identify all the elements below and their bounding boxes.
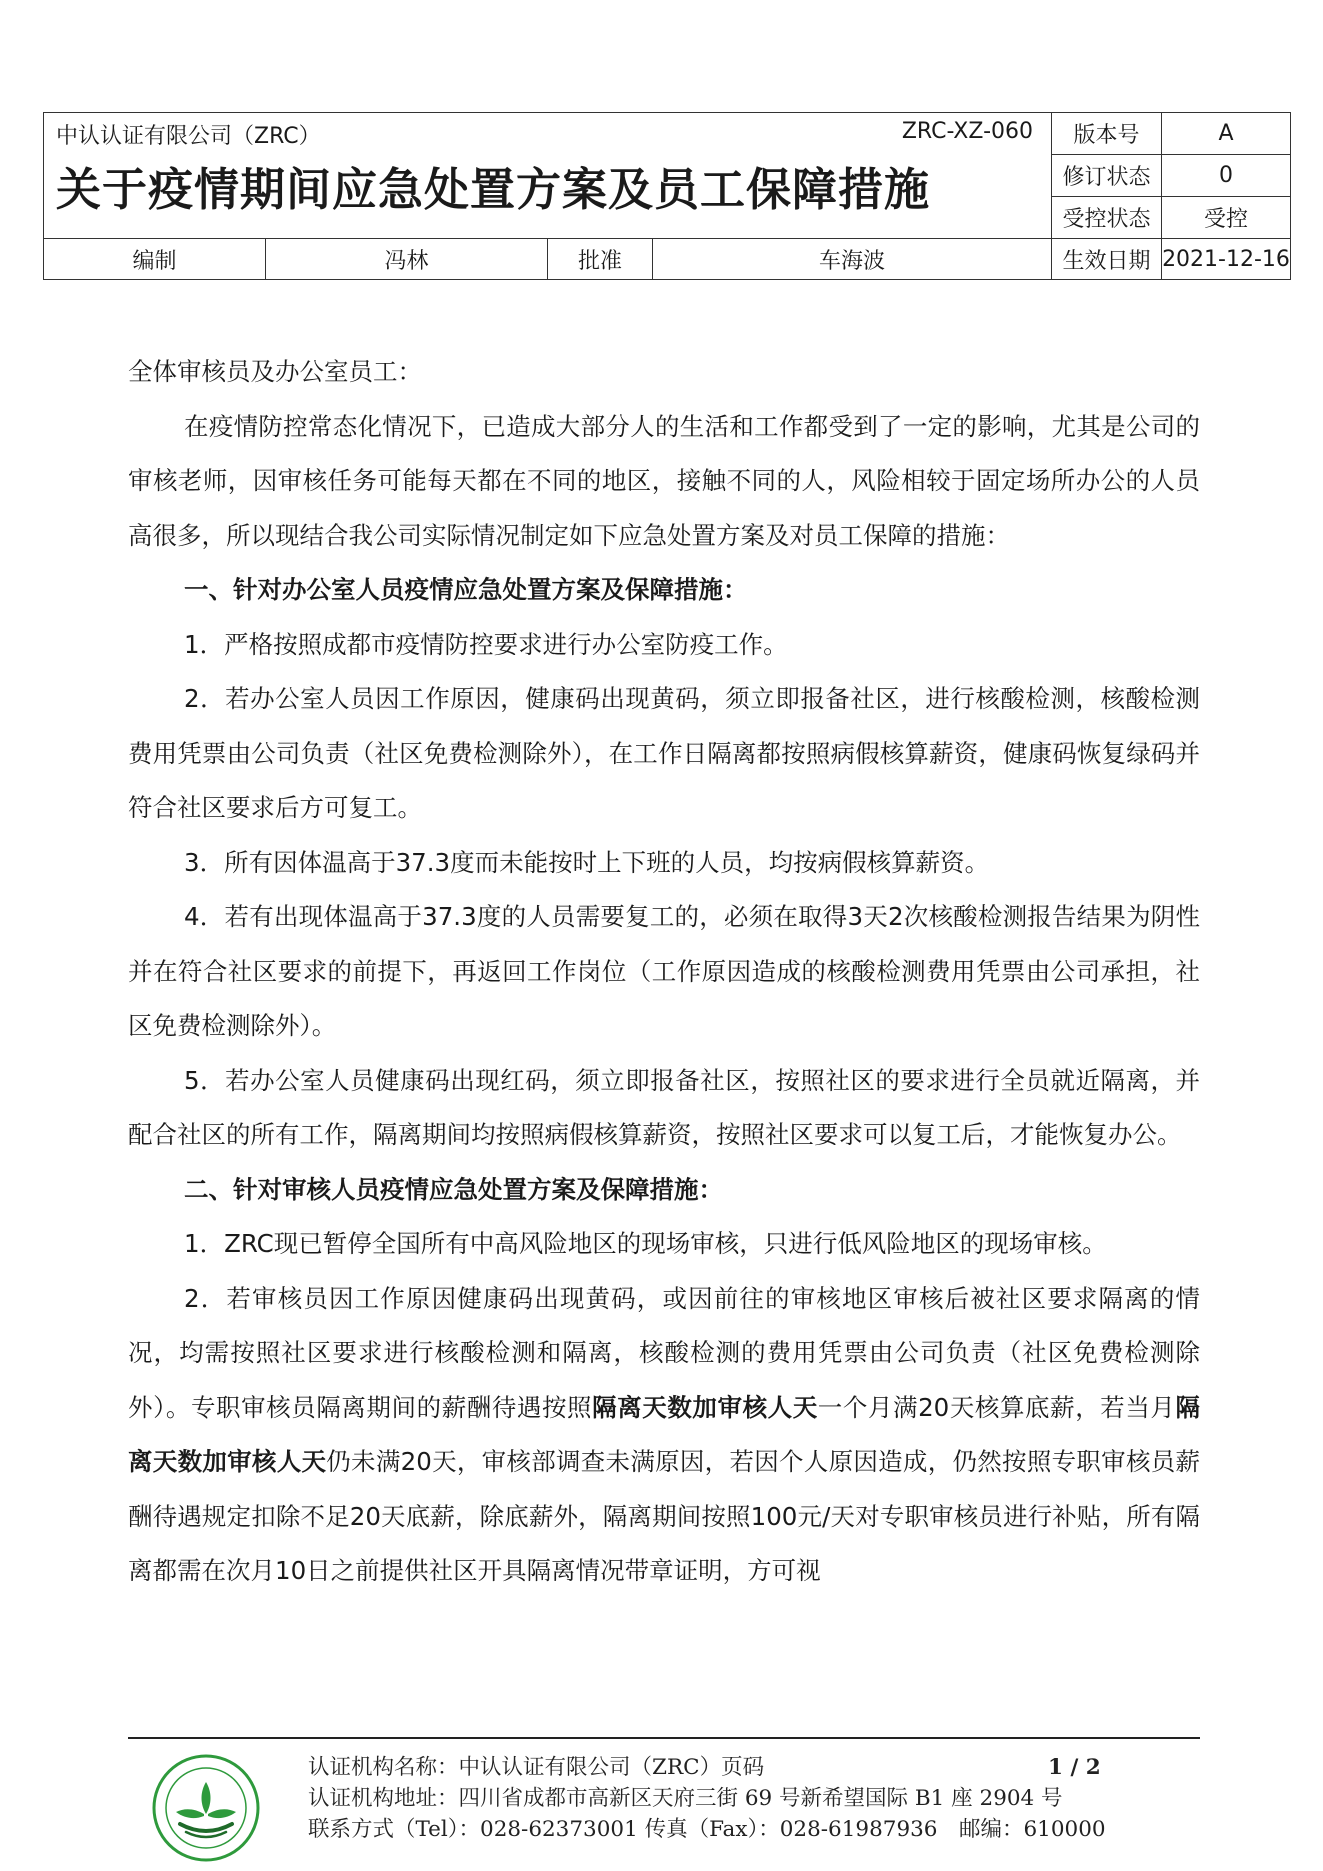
footer-org-name: 认证机构名称：中认认证有限公司（ZRC）页码 — [308, 1755, 765, 1780]
control-status-value: 受控 — [1162, 197, 1291, 239]
title-cell — [44, 113, 1052, 239]
document-body — [128, 345, 1200, 1599]
section-2-item-2-emphasis-2: 隔离天数加审核人天 — [128, 1392, 1200, 1476]
revision-value: 0 — [1162, 155, 1291, 197]
page-footer — [308, 1752, 1108, 1845]
footer-contact: 联系方式（Tel）：028-62373001 传真（Fax）：028-61987936 邮编：610000 — [308, 1817, 1106, 1842]
document-code: ZRC-XZ-060 — [901, 119, 1033, 144]
document-header-table — [43, 112, 1291, 280]
section-1-item-1: 1．严格按照成都市疫情防控要求进行办公室防疫工作。 — [184, 629, 788, 659]
section-1-item-5: 5．若办公室人员健康码出现红码，须立即报备社区，按照社区的要求进行全员就近隔离，并配合社区的所有工作，隔离期间均按照病假核算薪资，按照社区要求可以复工后，才能恢复办公。 — [128, 1065, 1200, 1149]
section-2-item-2 — [128, 1272, 1200, 1599]
footer-divider — [128, 1737, 1200, 1739]
control-status-label: 受控状态 — [1052, 197, 1162, 239]
certification-logo-icon — [150, 1752, 262, 1864]
section-2-item-2-text-b: 一个月满20天核算底薪，若当月 — [817, 1392, 1176, 1422]
effective-date-label: 生效日期 — [1052, 239, 1162, 280]
approved-by: 车海波 — [653, 239, 1052, 280]
approved-label: 批准 — [548, 239, 653, 280]
prepared-label: 编制 — [44, 239, 266, 280]
section-1-item-2: 2．若办公室人员因工作原因，健康码出现黄码，须立即报备社区，进行核酸检测，核酸检测费用凭票由公司负责（社区免费检测除外），在工作日隔离都按照病假核算薪资，健康码恢复绿码并符合社区要求后方可复工。 — [128, 684, 1200, 822]
version-label: 版本号 — [1052, 113, 1162, 155]
footer-row-org — [308, 1752, 1108, 1783]
intro-paragraph: 在疫情防控常态化情况下，已造成大部分人的生活和工作都受到了一定的影响，尤其是公司的审核老师，因审核任务可能每天都在不同的地区，接触不同的人，风险相较于固定场所办公的人员高很多，所以现结合我公司实际情况制定如下应急处置方案及对员工保障的措施： — [128, 411, 1200, 550]
page-number: 1 / 2 — [1048, 1755, 1101, 1780]
section-2-item-1: 1．ZRC现已暂停全国所有中高风险地区的现场审核，只进行低风险地区的现场审核。 — [184, 1229, 1107, 1258]
version-value: A — [1162, 113, 1291, 155]
prepared-by: 冯林 — [266, 239, 548, 280]
section-2-heading: 二、针对审核人员疫情应急处置方案及保障措施： — [184, 1174, 723, 1204]
section-2-item-2-emphasis-1: 隔离天数加审核人天 — [592, 1392, 818, 1422]
section-2-item-2-text-a: 2．若审核员因工作原因健康码出现黄码，或因前往的审核地区审核后被社区要求隔离的情况，均需按照社区要求进行核酸检测和隔离，核酸检测的费用凭票由公司负责（社区免费检测除外）。专职审核员隔离期间的薪酬待遇按照 — [128, 1283, 1200, 1422]
company-name: 中认认证有限公司（ZRC） — [56, 124, 321, 149]
revision-label: 修订状态 — [1052, 155, 1162, 197]
effective-date: 2021-12-16 — [1162, 239, 1291, 280]
section-2-item-2-text-c: 仍未满20天，审核部调查未满原因，若因个人原因造成，仍然按照专职审核员薪酬待遇规定扣除不足20天底薪，除底薪外，隔离期间按照100元/天对专职审核员进行补贴，所有隔离都需在次月10日之前提供社区开具隔离情况带章证明，方可视 — [128, 1447, 1201, 1585]
section-1-item-4: 4．若有出现体温高于37.3度的人员需要复工的，必须在取得3天2次核酸检测报告结果为阴性并在符合社区要求的前提下，再返回工作岗位（工作原因造成的核酸检测费用凭票由公司承担，社区免费检测除外）。 — [128, 902, 1200, 1040]
footer-address: 认证机构地址：四川省成都市高新区天府三街 69 号新希望国际 B1 座 2904 号 — [308, 1786, 1063, 1811]
section-1-item-3: 3．所有因体温高于37.3度而未能按时上下班的人员，均按病假核算薪资。 — [184, 847, 990, 877]
section-1-heading: 一、针对办公室人员疫情应急处置方案及保障措施： — [184, 575, 748, 604]
salutation: 全体审核员及办公室员工： — [128, 357, 422, 386]
document-title: 关于疫情期间应急处置方案及员工保障措施 — [56, 163, 931, 216]
